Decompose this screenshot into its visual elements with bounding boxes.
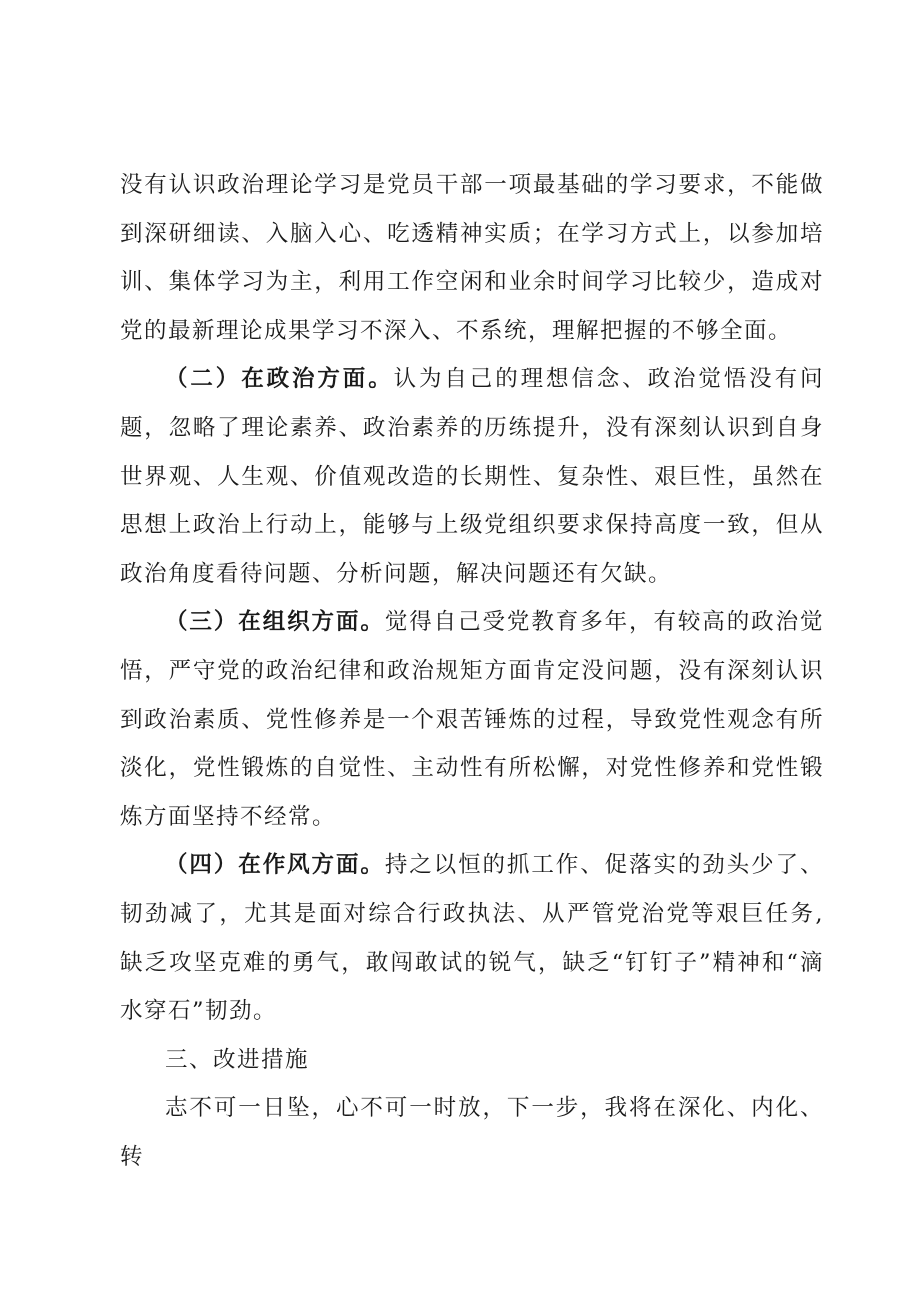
paragraph-text: 志不可一日坠，心不可一时放，下一步，我将在深化、内化、转 <box>120 1095 824 1170</box>
paragraph-text: 持之以恒的抓工作、促落实的劲头少了、韧劲减了，尤其是面对综合行政执法、从严管党治党等艰巨任务,缺乏攻坚克难的勇气，敢闯敢试的锐气，缺乏“钉钉子”精神和“滴水穿石”韧劲。 <box>120 852 824 1025</box>
paragraph-text: 觉得自己受党教育多年，有较高的政治觉悟，严守党的政治纪律和政治规矩方面肯定没问题，没有深刻认识到政治素质、党性修养是一个艰苦锤炼的过程，导致党性观念有所淡化，党性锻炼的自觉性、主动性有所松懈，对党性修养和党性锻炼方面坚持不经常。 <box>120 609 824 830</box>
paragraph-political <box>120 355 824 598</box>
paragraph-lead-political: （二）在政治方面。 <box>165 366 394 393</box>
paragraph-text: 认为自己的理想信念、政治觉悟没有问题，忽略了理论素养、政治素养的历练提升，没有深刻认识到自身世界观、人生观、价值观改造的长期性、复杂性、艰巨性，虽然在思想上政治上行动上，能够与上级党组织要求保持高度一致，但从政治角度看待问题、分析问题，解决问题还有欠缺。 <box>120 366 824 587</box>
paragraph-closing <box>120 1084 824 1181</box>
paragraph-continuation <box>120 161 824 355</box>
paragraph-lead-style: （四）在作风方面。 <box>165 852 385 879</box>
section-heading: 三、改进措施 <box>165 1046 310 1073</box>
paragraph-style <box>120 841 824 1035</box>
document-page <box>120 161 824 1181</box>
paragraph-organization <box>120 598 824 841</box>
paragraph-lead-organization: （三）在组织方面。 <box>165 609 385 636</box>
paragraph-text: 没有认识政治理论学习是党员干部一项最基础的学习要求，不能做到深研细读、入脑入心、吃透精神实质；在学习方式上，以参加培训、集体学习为主，利用工作空闲和业余时间学习比较少，造成对党的最新理论成果学习不深入、不系统，理解把握的不够全面。 <box>120 172 824 344</box>
